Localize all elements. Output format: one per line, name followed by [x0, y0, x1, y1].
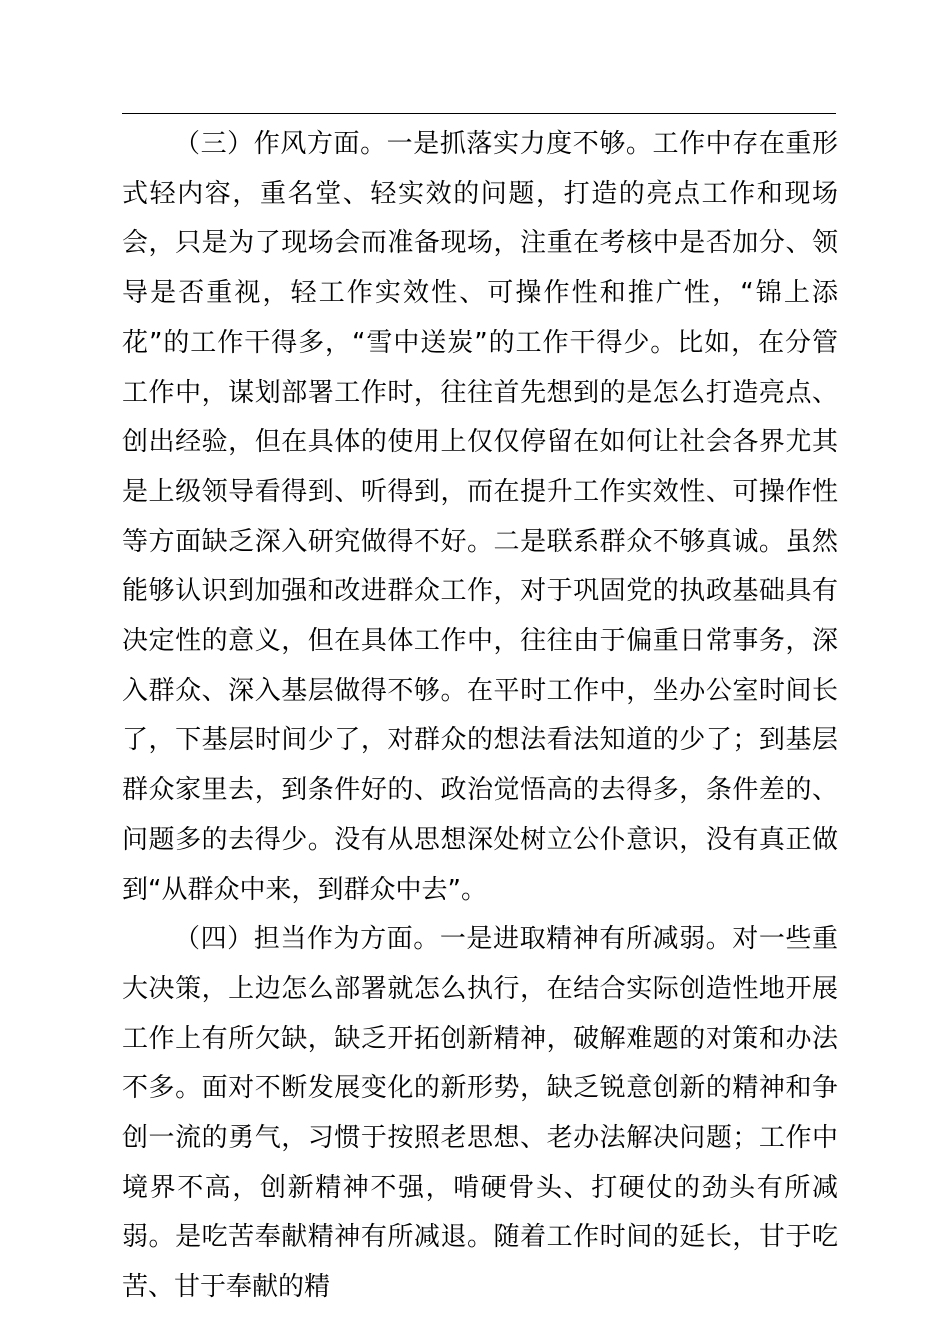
paragraph-work-style: （三）作风方面。一是抓落实力度不够。工作中存在重形式轻内容，重名堂、轻实效的问题，打造的亮点工作和现场会，只是为了现场会而准备现场，注重在考核中是否加分、领导是否重视，轻工作实效性、可操作性和推广性，“锦上添花”的工作干得多，“雪中送炭”的工作干得少。比如，在分管工作中，谋划部署工作时，往往首先想到的是怎么打造亮点、创出经验，但在具体的使用上仅仅停留在如何让社会各界尤其是上级领导看得到、听得到，而在提升工作实效性、可操作性等方面缺乏深入研究做得不好。二是联系群众不够真诚。虽然能够认识到加强和改进群众工作，对于巩固党的执政基础具有决定性的意义，但在具体工作中，往往由于偏重日常事务，深入群众、深入基层做得不够。在平时工作中，坐办公室时间长了，下基层时间少了，对群众的想法看法知道的少了；到基层群众家里去，到条件好的、政治觉悟高的去得多，条件差的、问题多的去得少。没有从思想深处树立公仆意识，没有真正做到“从群众中来，到群众中去”。 [122, 129, 838, 905]
header-rule [122, 113, 836, 114]
document-body [122, 120, 838, 1313]
paragraph-responsibility: （四）担当作为方面。一是进取精神有所减弱。对一些重大决策，上边怎么部署就怎么执行，在结合实际创造性地开展工作上有所欠缺，缺乏开拓创新精神，破解难题的对策和办法不多。面对不断发展变化的新形势，缺乏锐意创新的精神和争创一流的勇气，习惯于按照老思想、老办法解决问题；工作中境界不高，创新精神不强，啃硬骨头、打硬仗的劲头有所减弱。是吃苦奉献精神有所减退。随着工作时间的延长，甘于吃苦、甘于奉献的精 [122, 924, 838, 1303]
